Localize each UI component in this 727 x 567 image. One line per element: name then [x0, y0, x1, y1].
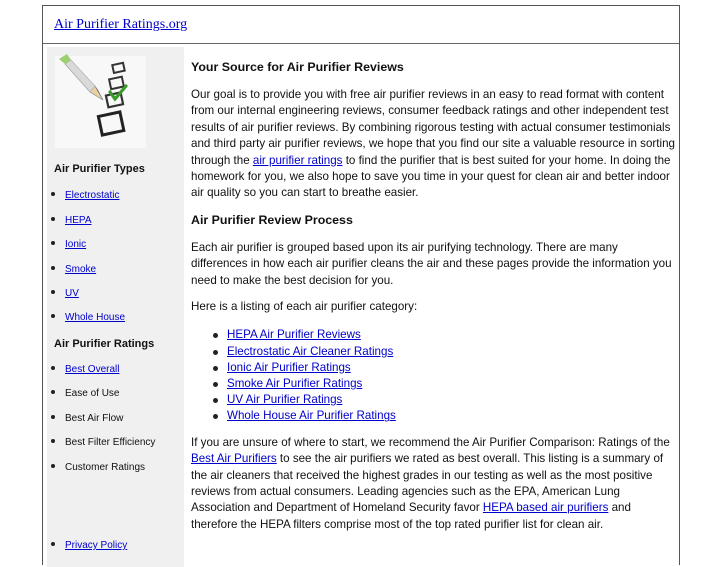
sidebar-link-whole-house[interactable]: Whole House	[65, 312, 126, 323]
recommendation-text-middle: to see the air purifiers we rated as best overall. This listing is a summary of the air cleaners that received the highest grades in our testing as well as the most positive reviews from actual consumers. Leading agencies such as the EPA, American Lung Association and Department of Homeland Security favor	[191, 452, 664, 515]
hepa-based-purifiers-link[interactable]: HEPA based air purifiers	[482, 501, 609, 515]
sidebar-item-uv	[51, 287, 79, 301]
site-header	[43, 6, 679, 44]
sidebar-text-best-air-flow: Best Air Flow	[65, 413, 124, 424]
bullet-icon	[51, 217, 55, 221]
sidebar-item-electrostatic	[51, 189, 119, 203]
list-item	[213, 376, 677, 392]
privacy-policy-link[interactable]: Privacy Policy	[65, 540, 128, 551]
sidebar-item-privacy	[51, 539, 127, 553]
list-item	[213, 344, 677, 360]
bullet-icon	[51, 241, 55, 245]
checklist-icon	[55, 56, 146, 148]
list-item	[213, 327, 677, 343]
category-list	[213, 327, 677, 424]
list-item	[213, 408, 677, 424]
category-link-smoke[interactable]: Smoke Air Purifier Ratings	[227, 377, 363, 391]
sidebar-item-ease-of-use	[51, 387, 119, 401]
category-link-whole-house[interactable]: Whole House Air Purifier Ratings	[227, 409, 396, 423]
sidebar-link-electrostatic[interactable]: Electrostatic	[65, 190, 120, 201]
bullet-icon	[51, 314, 55, 318]
bullet-icon	[51, 390, 55, 394]
types-heading: Air Purifier Types	[54, 163, 145, 175]
site-home-link[interactable]: Air Purifier Ratings.org	[54, 17, 188, 32]
sidebar-text-customer-ratings: Customer Ratings	[65, 462, 146, 473]
intro-paragraph	[191, 87, 677, 202]
bullet-icon	[51, 290, 55, 294]
recommendation-text-start: If you are unsure of where to start, we recommend the Air Purifier Comparison: Ratings of the	[191, 435, 670, 449]
bullet-icon	[51, 542, 55, 546]
sidebar-text-best-filter-efficiency: Best Filter Efficiency	[65, 437, 156, 448]
recommendation-text-end: and therefore the HEPA filters comprise most of the top rated purifier list for clean air.	[191, 501, 631, 531]
sidebar-link-ionic[interactable]: Ionic	[65, 239, 87, 250]
list-item	[213, 392, 677, 408]
sidebar-link-smoke[interactable]: Smoke	[65, 264, 97, 275]
bullet-icon	[51, 366, 55, 370]
sidebar-item-hepa	[51, 214, 92, 228]
list-item	[213, 360, 677, 376]
heading-review-process: Air Purifier Review Process	[191, 212, 353, 227]
sidebar-link-uv[interactable]: UV	[65, 288, 79, 299]
ratings-heading: Air Purifier Ratings	[54, 338, 155, 350]
page-frame	[42, 5, 680, 565]
sidebar-link-best-overall[interactable]: Best Overall	[65, 364, 120, 375]
best-air-purifiers-link[interactable]: Best Air Purifiers	[191, 452, 277, 466]
sidebar-item-best-overall	[51, 363, 119, 377]
sidebar-item-smoke	[51, 263, 96, 277]
bullet-icon	[51, 266, 55, 270]
category-link-hepa[interactable]: HEPA Air Purifier Reviews	[227, 328, 361, 342]
listing-intro: Here is a listing of each air purifier category:	[191, 300, 418, 314]
sidebar-item-customer-ratings	[51, 461, 145, 475]
sidebar-item-best-air-flow	[51, 412, 123, 426]
bullet-icon	[51, 464, 55, 468]
bullet-icon	[51, 415, 55, 419]
bullet-icon	[51, 192, 55, 196]
air-purifier-ratings-link[interactable]: air purifier ratings	[252, 153, 343, 167]
intro-text-end: to find the purifier that is best suited for your home. In doing the homework for you, we also hope to save you time in your quest for clean air and better indoor air quality so you can start to breathe easier.	[191, 153, 671, 200]
main-content	[191, 47, 677, 543]
category-link-ionic[interactable]: Ionic Air Purifier Ratings	[227, 360, 351, 374]
sidebar-item-ionic	[51, 238, 86, 252]
intro-text-start: Our goal is to provide you with free air purifier reviews in an easy to read format with content from our internal engineering reviews, consumer feedback ratings and other independent test results of air purifier reviews. By combining rigorous testing with actual consumer testimonials and third party air purifier reviews, we hope that you find our site a valuable resource in sorting through the	[191, 88, 675, 167]
category-link-uv[interactable]: UV Air Purifier Ratings	[227, 393, 343, 407]
sidebar	[47, 47, 184, 567]
bullet-icon	[51, 439, 55, 443]
category-link-electrostatic[interactable]: Electrostatic Air Cleaner Ratings	[227, 344, 394, 358]
sidebar-text-ease-of-use: Ease of Use	[65, 388, 120, 399]
recommendation-paragraph	[191, 435, 677, 533]
sidebar-item-whole-house	[51, 311, 125, 325]
sidebar-link-hepa[interactable]: HEPA	[65, 215, 92, 226]
heading-source: Your Source for Air Purifier Reviews	[191, 60, 404, 74]
sidebar-item-best-filter-efficiency	[51, 436, 155, 450]
process-paragraph: Each air purifier is grouped based upon its air purifying technology. There are many differences in how each air purifier cleans the air and these pages provide the information you need to make the best decision for you.	[191, 240, 672, 287]
